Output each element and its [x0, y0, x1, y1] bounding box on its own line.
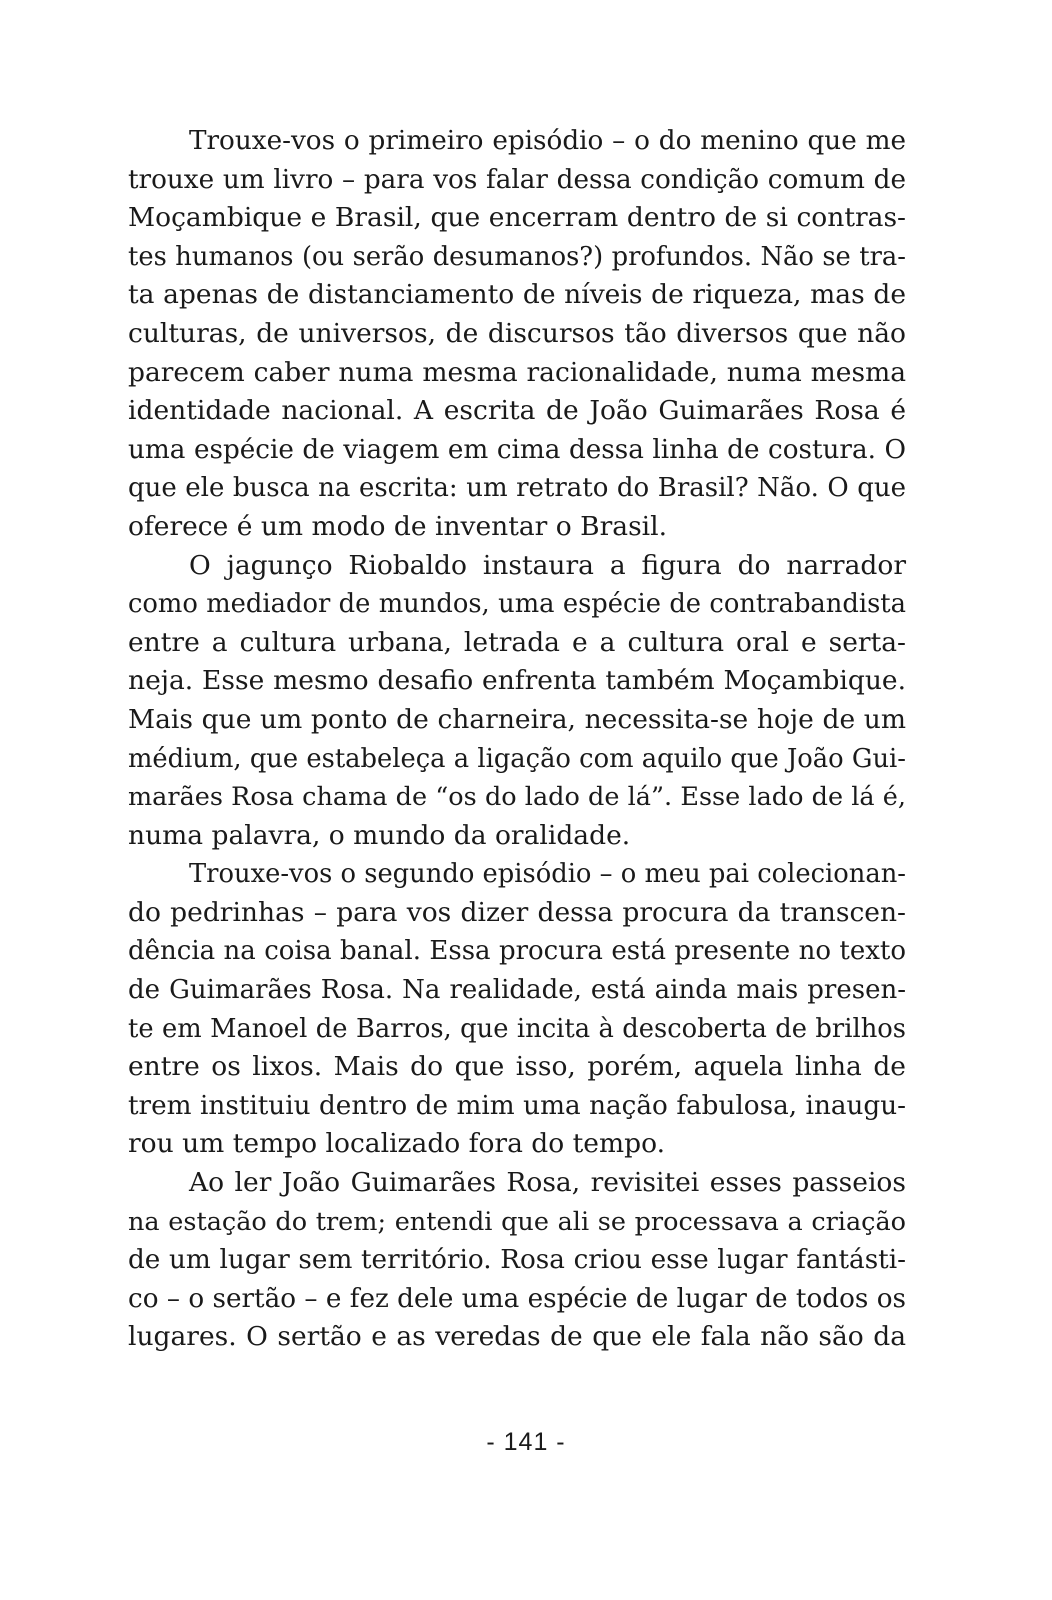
page-number: - 141 - [486, 1428, 566, 1456]
text-line: tes humanos (ou serão desumanos?) profundos. Não se tra- [128, 241, 906, 272]
text-line: como mediador de mundos, uma espécie de contrabandista [128, 589, 906, 620]
text-line: lugares. O sertão e as veredas de que ele fala não são da [128, 1321, 906, 1353]
text-line: ta apenas de distanciamento de níveis de riqueza, mas de [128, 279, 906, 311]
text-line: dência na coisa banal. Essa procura está presente no texto [128, 936, 906, 967]
text-line: entre os lixos. Mais do que isso, porém, aquela linha de [128, 1051, 906, 1083]
text-line: identidade nacional. A escrita de João Guimarães Rosa é [128, 395, 906, 427]
text-line: trem instituiu dentro de mim uma nação fabulosa, inaugu- [128, 1090, 906, 1121]
text-line: do pedrinhas – para vos dizer dessa procura da transcen- [128, 896, 906, 928]
text-line: numa palavra, o mundo da oralidade. [128, 819, 631, 851]
text-line: trouxe um livro – para vos falar dessa condição comum de [128, 164, 906, 195]
text-line: uma espécie de viagem em cima dessa linha de costura. O [128, 434, 906, 465]
text-line: oferece é um modo de inventar o Brasil. [128, 510, 668, 542]
text-line: Ao ler João Guimarães Rosa, revisitei esses passeios [189, 1167, 906, 1199]
text-line: parecem caber numa mesma racionalidade, numa mesma [128, 356, 906, 388]
text-line: culturas, de universos, de discursos tão diversos que não [128, 317, 906, 349]
text-line: Trouxe-vos o segundo episódio – o meu pai colecionan- [189, 859, 906, 890]
text-line: de um lugar sem território. Rosa criou esse lugar fantásti- [128, 1245, 906, 1276]
text-line: te em Manoel de Barros, que incita à descoberta de brilhos [128, 1013, 906, 1044]
text-line: Mais que um ponto de charneira, necessita-se hoje de um [128, 703, 906, 735]
text-line: O jagunço Riobaldo instaura a figura do narrador [189, 549, 906, 581]
text-line: neja. Esse mesmo desafio enfrenta também Moçambique. [128, 665, 906, 697]
text-line: Moçambique e Brasil, que encerram dentro de si contras- [128, 202, 906, 234]
text-line: na estação do trem; entendi que ali se processava a criação [128, 1206, 906, 1237]
text-line: entre a cultura urbana, letrada e a cultura oral e serta- [128, 626, 906, 658]
text-line: marães Rosa chama de “os do lado de lá”. Esse lado de lá é, [128, 782, 906, 813]
text-line: de Guimarães Rosa. Na realidade, está ainda mais presen- [128, 975, 906, 1006]
body-text [128, 122, 906, 1357]
text-line: rou um tempo localizado fora do tempo. [128, 1128, 665, 1160]
text-line: médium, que estabeleça a ligação com aquilo que João Gui- [128, 743, 906, 774]
text-line: que ele busca na escrita: um retrato do Brasil? Não. O que [128, 473, 906, 504]
text-line: Trouxe-vos o primeiro episódio – o do menino que me [189, 126, 906, 156]
text-line: co – o sertão – e fez dele uma espécie de lugar de todos os [128, 1283, 906, 1314]
